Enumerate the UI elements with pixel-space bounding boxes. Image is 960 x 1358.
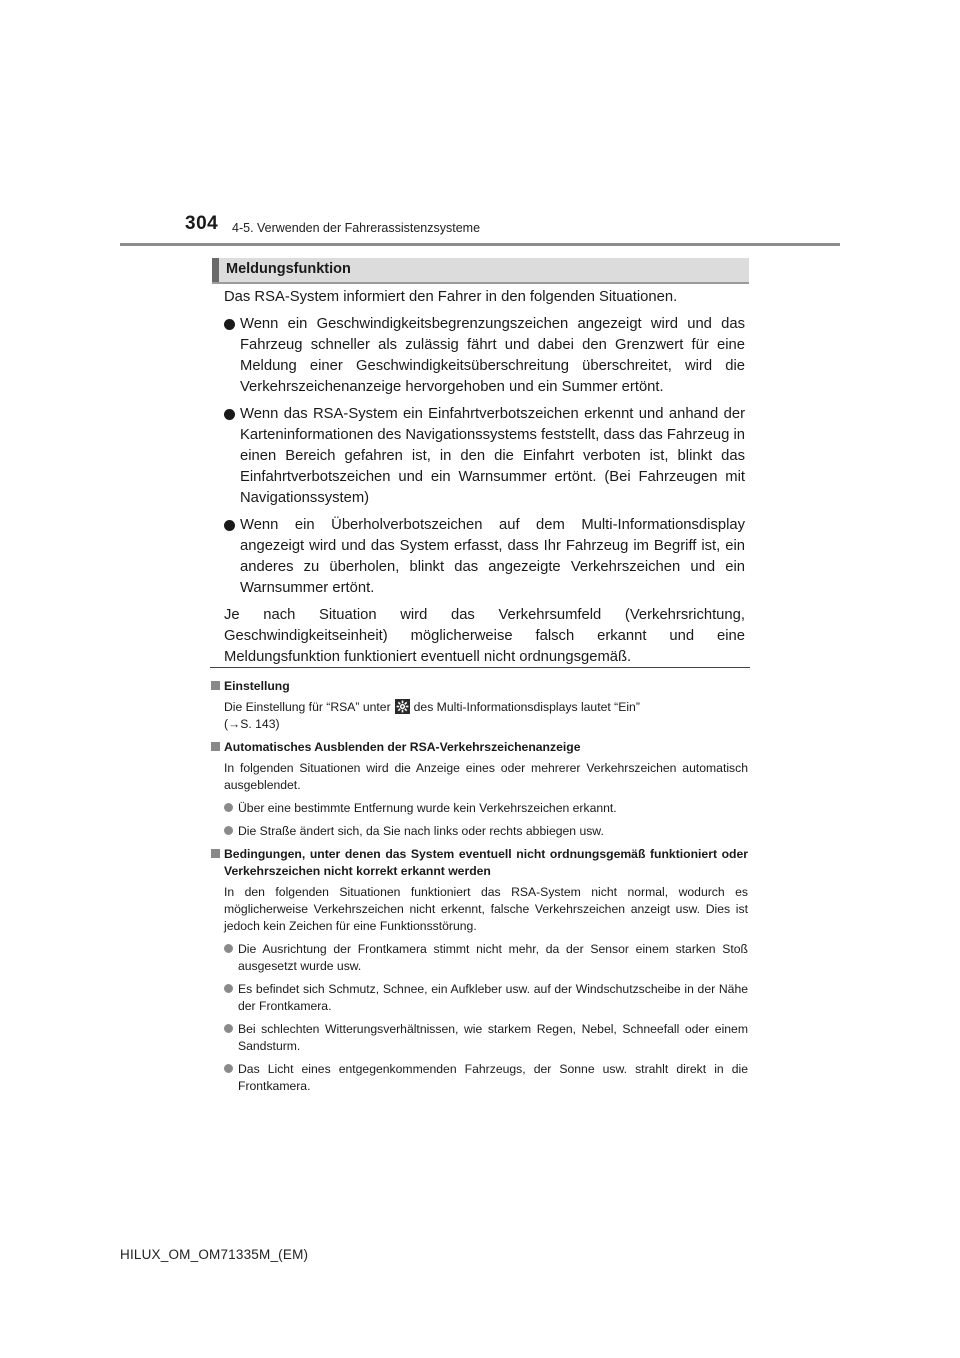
square-bullet-icon (211, 742, 220, 751)
sub-bullet-item (210, 823, 748, 840)
footer-doc-code: HILUX_OM_OM71335M_(EM) (120, 1247, 309, 1262)
bullet-item (224, 314, 745, 398)
note-heading-text: Bedingungen, unter denen das System eventuell nicht ordnungsgemäß funktioniert oder Verkehrszeichen nicht korrekt erkannt werden (224, 847, 748, 878)
sub-bullet-item (210, 941, 748, 975)
main-content (224, 287, 745, 674)
settings-gear-icon (395, 699, 410, 714)
page-reference: (→S. 143) (224, 717, 280, 731)
note-heading (210, 846, 748, 880)
section-divider (210, 667, 750, 668)
bullet-text: Wenn das RSA-System ein Einfahrtverbotszeichen erkennt und anhand der Karteninformationen des Navigationssystems feststellt, dass das Fahrzeug in einen Bereich gefahren ist, in den die Einfahrt verboten ist, blinkt das Einfahrtverbotszeichen und ein Warnsummer ertönt. (Bei Fahrzeugen mit Navigationssystem) (240, 406, 745, 506)
square-bullet-icon (211, 681, 220, 690)
header-rule (120, 243, 840, 246)
section-accent (212, 258, 219, 282)
page-number: 304 (185, 213, 219, 234)
bullet-dot-icon (224, 984, 233, 993)
note-body-text: des Multi-Informationsdisplays lautet “Ein” (413, 700, 640, 714)
square-bullet-icon (211, 849, 220, 858)
note-body: In folgenden Situationen wird die Anzeige eines oder mehrerer Verkehrszeichen automatisch ausgeblendet. (224, 761, 748, 792)
bullet-text: Wenn ein Geschwindigkeitsbegrenzungszeichen angezeigt wird und das Fahrzeug schneller als zulässig fährt und dabei den Grenzwert für eine Meldung einer Geschwindigkeitsüberschreitung überschreitet, wird die Verkehrszeichenanzeige hervorgehoben und ein Summer ertönt. (240, 316, 745, 395)
bullet-dot-icon (224, 520, 235, 531)
note-body: In den folgenden Situationen funktioniert das RSA-System nicht normal, wodurch es möglicherweise Verkehrszeichen nicht erkennt, falsche Verkehrszeichen anzeigt usw. Dies ist jedoch kein Zeichen für eine Funktionsstörung. (224, 885, 748, 933)
sub-bullet-item (210, 1061, 748, 1095)
note-heading-text: Automatisches Ausblenden der RSA-Verkehrszeichenanzeige (224, 740, 581, 754)
bullet-dot-icon (224, 1064, 233, 1073)
note-einstellung (210, 678, 748, 733)
notes (210, 678, 748, 1101)
note-body-text: Die Einstellung für “RSA” unter (224, 700, 391, 714)
section-title-bar (212, 258, 749, 284)
chapter-title: 4-5. Verwenden der Fahrerassistenzsysteme (232, 221, 481, 235)
note-heading (210, 678, 748, 695)
bullet-dot-icon (224, 944, 233, 953)
bullet-dot-icon (224, 803, 233, 812)
sub-bullet-text: Das Licht eines entgegenkommenden Fahrzeugs, der Sonne usw. strahlt direkt in die Frontkamera. (238, 1062, 748, 1093)
bullet-dot-icon (224, 409, 235, 420)
bullet-item (224, 404, 745, 509)
note-body (210, 699, 748, 733)
note-heading (210, 739, 748, 756)
note-ausblenden (210, 739, 748, 840)
sub-bullet-text: Es befindet sich Schmutz, Schnee, ein Aufkleber usw. auf der Windschutzscheibe in der Nähe der Frontkamera. (238, 982, 748, 1013)
sub-bullet-text: Über eine bestimmte Entfernung wurde kein Verkehrszeichen erkannt. (238, 801, 617, 815)
bullet-text: Wenn ein Überholverbotszeichen auf dem Multi-Informationsdisplay angezeigt wird und das System erfasst, dass Ihr Fahrzeug im Begriff ist, ein anderes zu überholen, blinkt das angezeigte Verkehrszeichen und ein Warnsummer ertönt. (240, 517, 745, 596)
note-bedingungen (210, 846, 748, 1095)
sub-bullet-text: Die Straße ändert sich, da Sie nach links oder rechts abbiegen usw. (238, 824, 604, 838)
sub-bullet-text: Die Ausrichtung der Frontkamera stimmt nicht mehr, da der Sensor einem starken Stoß ausgesetzt wurde usw. (238, 942, 748, 973)
bullet-item (224, 515, 745, 599)
note-heading-text: Einstellung (224, 679, 290, 693)
sub-bullet-item (210, 800, 748, 817)
sub-bullet-item (210, 981, 748, 1015)
section-title: Meldungsfunktion (226, 261, 351, 277)
bullet-dot-icon (224, 1024, 233, 1033)
closing-paragraph: Je nach Situation wird das Verkehrsumfeld (Verkehrsrichtung, Geschwindigkeitseinheit) möglicherweise falsch erkannt und eine Meldungsfunktion funktioniert eventuell nicht ordnungsgemäß. (224, 607, 745, 665)
bullet-dot-icon (224, 319, 235, 330)
sub-bullet-item (210, 1021, 748, 1055)
sub-bullet-text: Bei schlechten Witterungsverhältnissen, wie starkem Regen, Nebel, Schneefall oder einem Sandsturm. (238, 1022, 748, 1053)
bullet-dot-icon (224, 826, 233, 835)
intro-paragraph: Das RSA-System informiert den Fahrer in den folgenden Situationen. (224, 289, 678, 305)
